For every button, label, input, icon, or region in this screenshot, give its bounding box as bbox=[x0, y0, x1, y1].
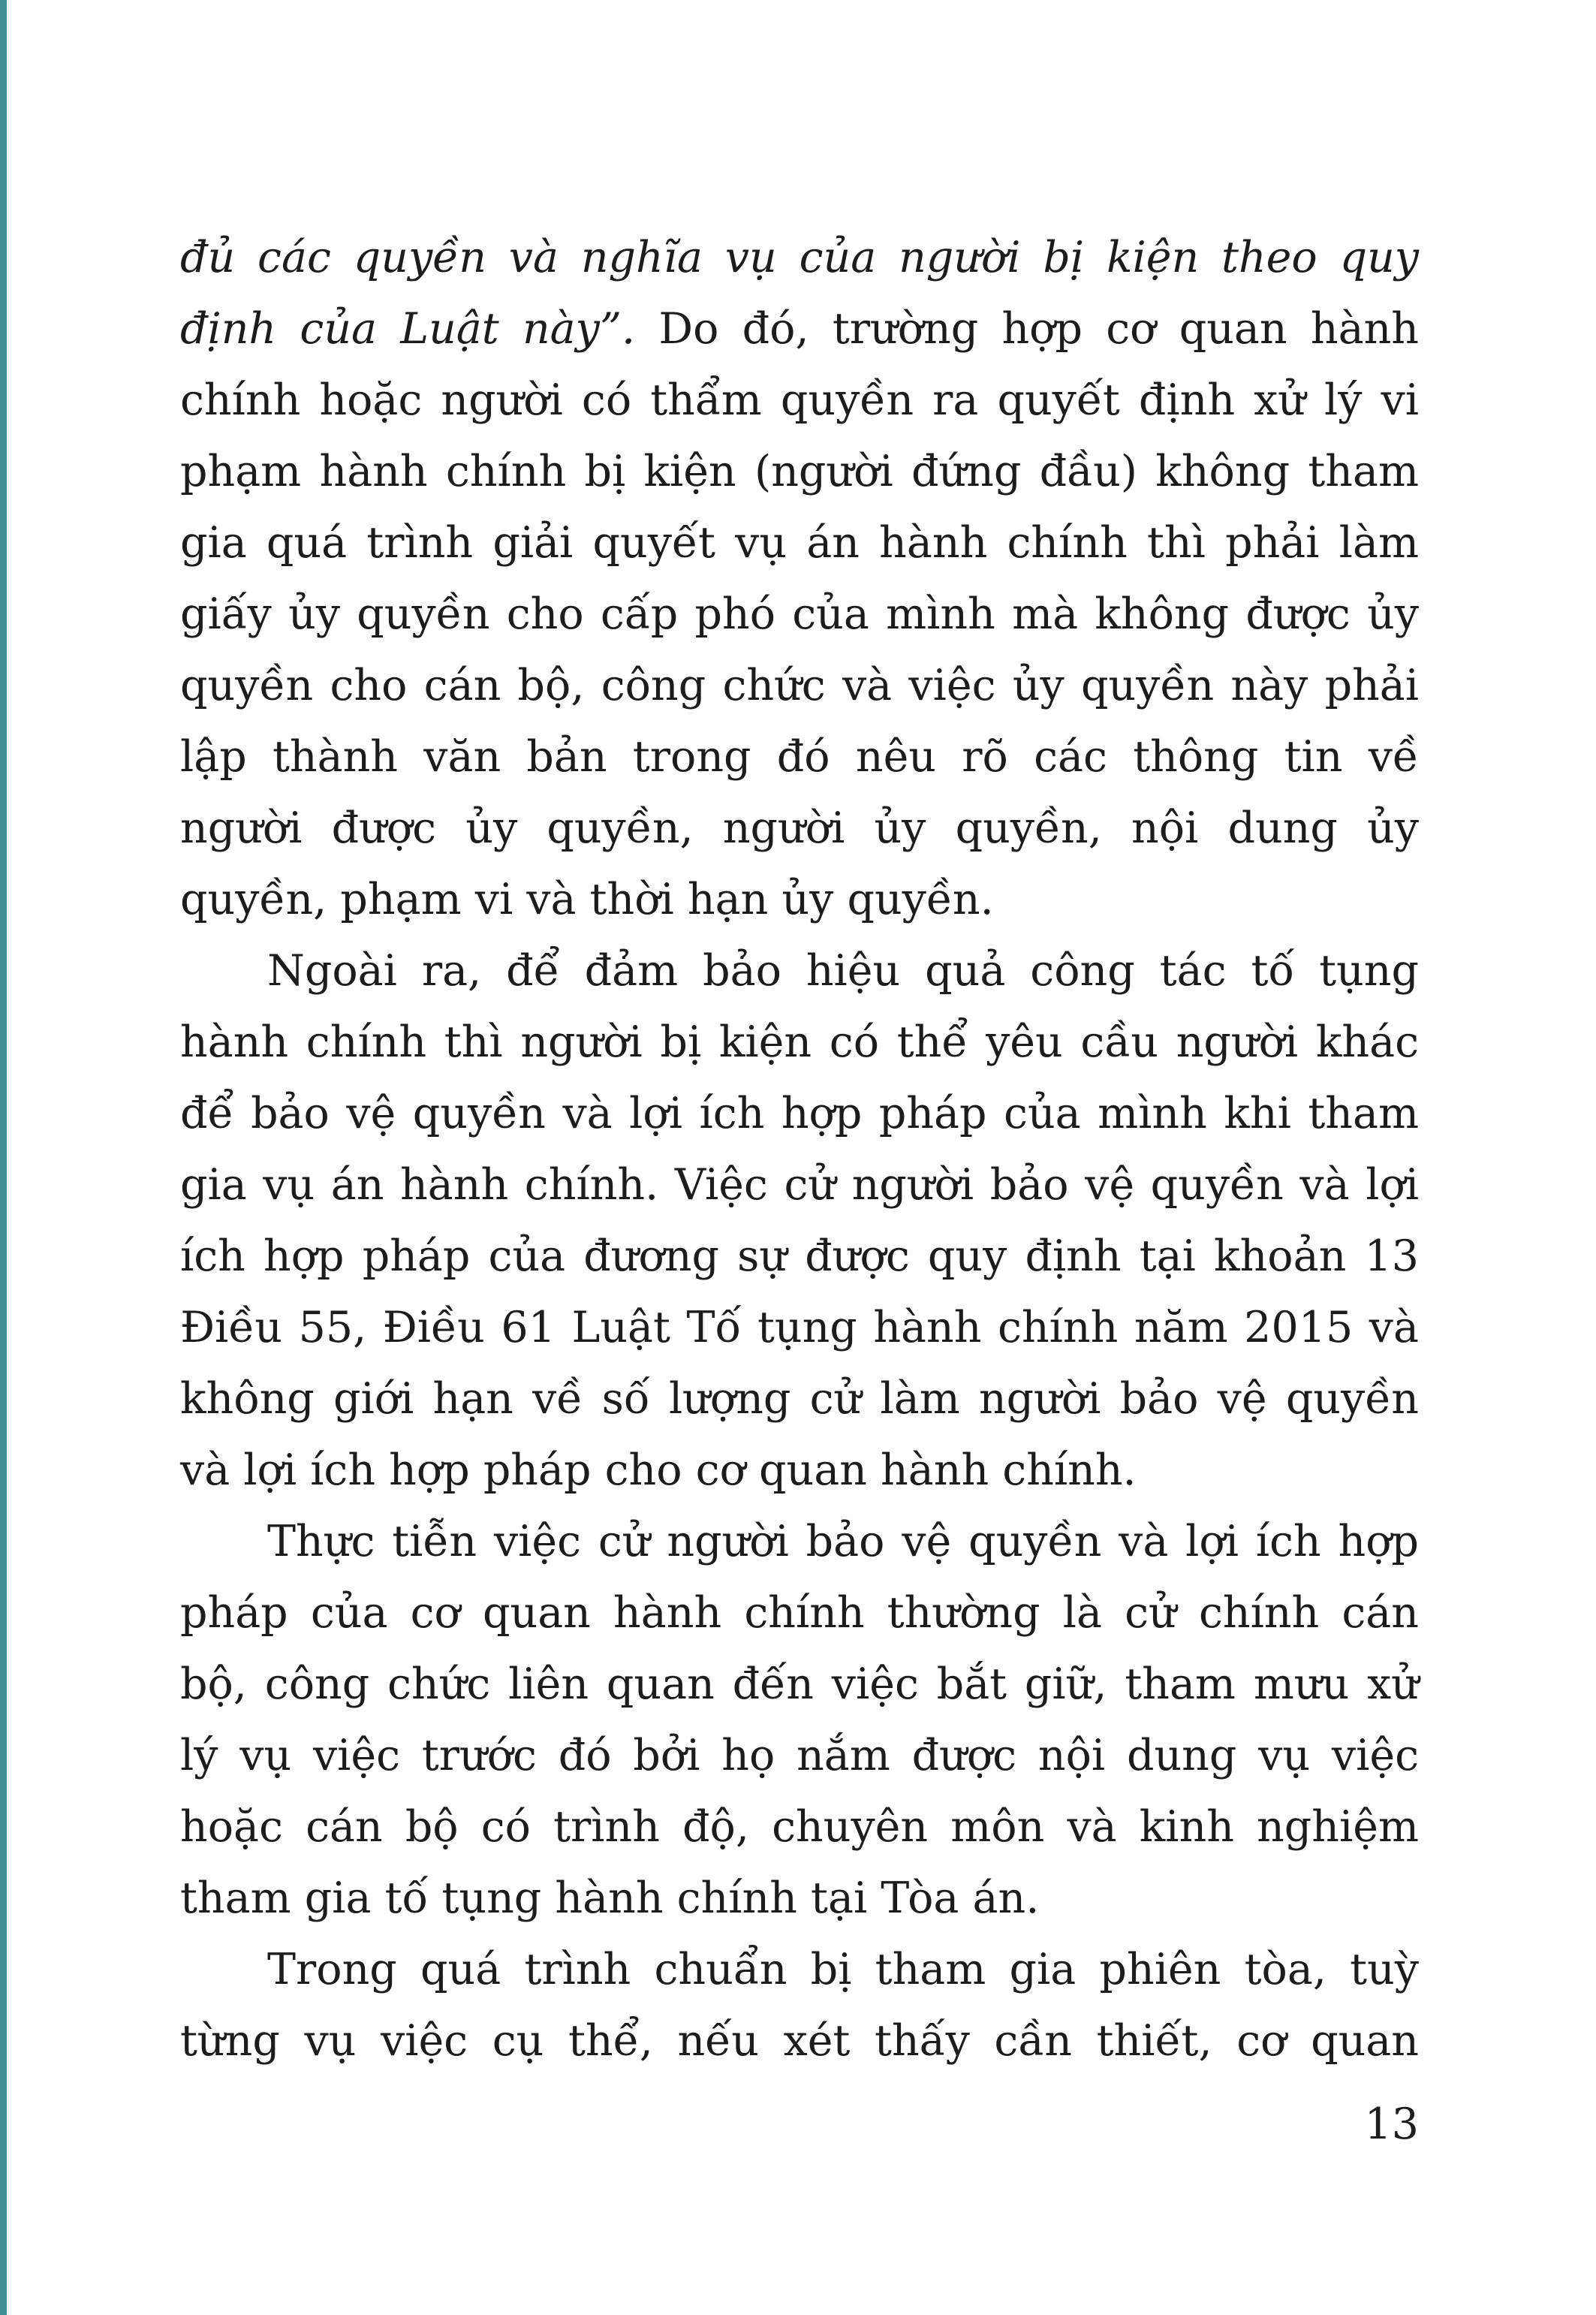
page-edge-bar bbox=[0, 0, 7, 2315]
text-line: pháp của cơ quan hành chính thường là cử chính cán bbox=[180, 1588, 1419, 1638]
text-line: hành chính thì người bị kiện có thể yêu cầu người khác bbox=[180, 1017, 1419, 1067]
text-line: lập thành văn bản trong đó nêu rõ các thông tin về bbox=[180, 732, 1419, 782]
text-line: và lợi ích hợp pháp cho cơ quan hành chính. bbox=[180, 1445, 1137, 1495]
text-line: lý vụ việc trước đó bởi họ nắm được nội dung vụ việc bbox=[180, 1731, 1419, 1780]
text-line: quyền cho cán bộ, công chức và việc ủy quyền này phải bbox=[180, 661, 1419, 710]
page-number: 13 bbox=[1364, 2099, 1419, 2149]
text-line: đủ các quyền và nghĩa vụ của người bị kiện theo quy bbox=[180, 233, 1419, 282]
text-line: Thực tiễn việc cử người bảo vệ quyền và lợi ích hợp bbox=[267, 1517, 1419, 1566]
text-line: phạm hành chính bị kiện (người đứng đầu) không tham bbox=[180, 447, 1419, 496]
text-line: từng vụ việc cụ thể, nếu xét thấy cần thiết, cơ quan bbox=[180, 2016, 1419, 2066]
text-line: tham gia tố tụng hành chính tại Tòa án. bbox=[180, 1873, 1040, 1923]
text-line: hoặc cán bộ có trình độ, chuyên môn và kinh nghiệm bbox=[180, 1802, 1419, 1852]
text-line: gia vụ án hành chính. Việc cử người bảo vệ quyền và lợi bbox=[180, 1160, 1419, 1210]
text-line: để bảo vệ quyền và lợi ích hợp pháp của mình khi tham bbox=[180, 1089, 1419, 1138]
text-line: không giới hạn về số lượng cử làm người bảo vệ quyền bbox=[180, 1374, 1419, 1424]
text-line: ích hợp pháp của đương sự được quy định tại khoản 13 bbox=[180, 1231, 1419, 1281]
text-line: Ngoài ra, để đảm bảo hiệu quả công tác tố tụng bbox=[267, 946, 1419, 996]
body-text bbox=[180, 222, 1419, 2077]
text-line: Điều 55, Điều 61 Luật Tố tụng hành chính năm 2015 và bbox=[180, 1303, 1419, 1352]
text-line: người được ủy quyền, người ủy quyền, nội dung ủy bbox=[180, 803, 1419, 853]
text-line: định của Luật này”. Do đó, trường hợp cơ quan hành bbox=[180, 304, 1419, 354]
text-line: gia quá trình giải quyết vụ án hành chính thì phải làm bbox=[180, 518, 1419, 568]
text-line: chính hoặc người có thẩm quyền ra quyết định xử lý vi bbox=[180, 375, 1419, 425]
text-line: Trong quá trình chuẩn bị tham gia phiên tòa, tuỳ bbox=[267, 1945, 1419, 1994]
text-line: quyền, phạm vi và thời hạn ủy quyền. bbox=[180, 875, 994, 924]
text-line: bộ, công chức liên quan đến việc bắt giữ, tham mưu xử bbox=[180, 1659, 1419, 1709]
text-line: giấy ủy quyền cho cấp phó của mình mà không được ủy bbox=[180, 589, 1419, 639]
